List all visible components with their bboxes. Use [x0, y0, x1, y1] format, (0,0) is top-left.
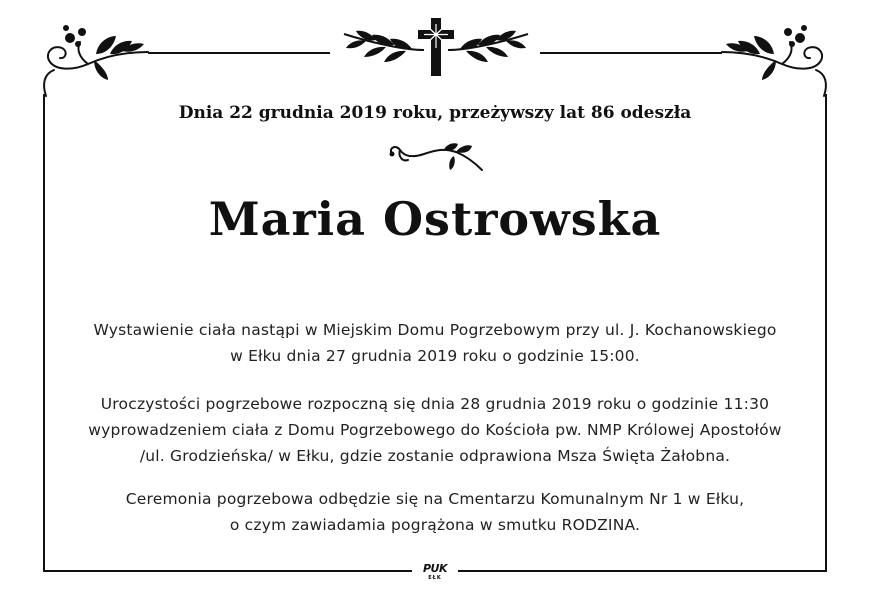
paragraph-viewing [40, 317, 830, 369]
cross-with-laurel-icon [336, 14, 536, 80]
deceased-name: Maria Ostrowska [208, 192, 662, 246]
frame-top-line-right [540, 52, 722, 54]
paragraph-burial [40, 486, 830, 538]
headline: Dnia 22 grudnia 2019 roku, przeżywszy lat 86 odeszła [178, 103, 692, 123]
frame-bottom-line-right [458, 570, 827, 572]
paragraph-line: Wystawienie ciała nastąpi w Miejskim Domu Pogrzebowym przy ul. J. Kochanowskiego [93, 321, 777, 339]
leaf-swirl-divider-icon [384, 140, 486, 172]
paragraph-line: Ceremonia pogrzebowa odbędzie się na Cmentarzu Komunalnym Nr 1 w Ełku, [125, 490, 745, 508]
floral-corner-icon [36, 14, 156, 98]
frame-top-line-left [148, 52, 330, 54]
paragraph-line: w Ełku dnia 27 grudnia 2019 roku o godzinie 15:00. [230, 347, 640, 365]
paragraph-line: o czym zawiadamia pogrążona w smutku RODZINA. [229, 516, 641, 534]
logo-line-1: PUK [422, 562, 448, 575]
logo-line-2: EŁK [428, 575, 442, 581]
paragraph-ceremony [40, 391, 830, 469]
puk-logo [418, 563, 452, 585]
frame-bottom-line-left [43, 570, 412, 572]
paragraph-line: wyprowadzeniem ciała z Domu Pogrzebowego do Kościoła pw. NMP Królowej Apostołów [88, 421, 782, 439]
paragraph-line: /ul. Grodzieńska/ w Ełku, gdzie zostanie odprawiona Msza Święta Żałobna. [139, 447, 731, 465]
floral-corner-icon [714, 14, 834, 98]
paragraph-line: Uroczystości pogrzebowe rozpoczną się dnia 28 grudnia 2019 roku o godzinie 11:30 [100, 395, 770, 413]
